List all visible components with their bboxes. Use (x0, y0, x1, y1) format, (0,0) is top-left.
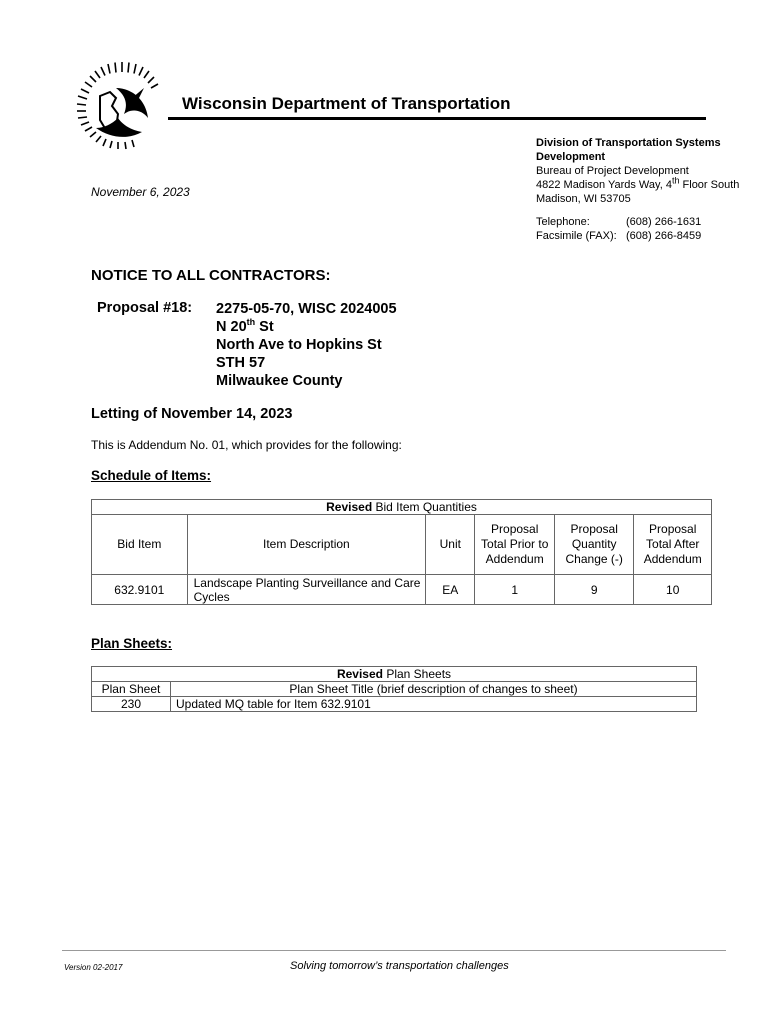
total-after: 10 (634, 575, 712, 605)
telephone-value: (608) 266-1631 (626, 216, 702, 228)
col-header: Plan Sheet (92, 682, 171, 697)
division-block (536, 136, 739, 206)
bid-table-header-row (92, 515, 712, 575)
col-header: Unit (426, 515, 475, 575)
agency-title: Wisconsin Department of Transportation (182, 94, 511, 113)
proposal-label: Proposal #18: (97, 300, 193, 316)
quantity-change: 9 (554, 575, 634, 605)
fax-label: Facsimile (FAX): (536, 230, 617, 242)
bureau-name: Bureau of Project Development (536, 165, 689, 177)
bid-item-table (91, 499, 712, 605)
table-row (92, 697, 697, 712)
item-unit: EA (426, 575, 475, 605)
proposal-project-ids: 2275-05-70, WISC 2024005 (216, 301, 397, 317)
header-rule (168, 117, 706, 120)
col-header: Proposal Quantity Change (-) (554, 515, 634, 575)
division-name-line2: Development (536, 151, 606, 163)
letter-date: November 6, 2023 (91, 185, 190, 199)
wisdot-logo (66, 58, 178, 154)
col-header: Proposal Total Prior to Addendum (475, 515, 555, 575)
proposal-limits: North Ave to Hopkins St (216, 337, 382, 353)
fax-row (536, 229, 701, 243)
letting-date: Letting of November 14, 2023 (91, 406, 293, 422)
col-header: Item Description (187, 515, 426, 575)
plan-table-header-row (92, 682, 697, 697)
contact-block (536, 215, 701, 243)
proposal-street: N 20th St (216, 317, 274, 335)
address-line2: Madison, WI 53705 (536, 193, 631, 205)
plan-table-caption: Revised Plan Sheets (92, 667, 697, 682)
proposal-details (216, 300, 397, 390)
col-header: Plan Sheet Title (brief description of changes to sheet) (171, 682, 697, 697)
item-description: Landscape Planting Surveillance and Care Cycles (187, 575, 426, 605)
plan-sheet-title: Updated MQ table for Item 632.9101 (171, 697, 697, 712)
address-line1: 4822 Madison Yards Way, 4th Floor South (536, 175, 740, 191)
telephone-row (536, 215, 701, 229)
addendum-text: This is Addendum No. 01, which provides for the following: (91, 438, 402, 452)
fax-value: (608) 266-8459 (626, 230, 702, 242)
plan-sheets-heading: Plan Sheets: (91, 636, 173, 651)
proposal-highway: STH 57 (216, 355, 266, 371)
table-row (92, 575, 712, 605)
plan-sheet-table (91, 666, 697, 712)
schedule-heading: Schedule of Items: (91, 468, 212, 483)
version-label: Version 02-2017 (64, 963, 123, 972)
bid-item-number: 632.9101 (92, 575, 188, 605)
plan-sheet-number: 230 (92, 697, 171, 712)
notice-heading: NOTICE TO ALL CONTRACTORS: (91, 267, 331, 284)
bid-table-caption: Revised Bid Item Quantities (92, 500, 712, 515)
telephone-label: Telephone: (536, 216, 590, 228)
division-name-line1: Division of Transportation Systems (536, 137, 721, 149)
col-header: Bid Item (92, 515, 188, 575)
footer-slogan: Solving tomorrow’s transportation challenges (290, 960, 509, 972)
footer-rule (62, 950, 726, 951)
col-header: Proposal Total After Addendum (634, 515, 712, 575)
proposal-county: Milwaukee County (216, 373, 343, 389)
total-prior: 1 (475, 575, 555, 605)
